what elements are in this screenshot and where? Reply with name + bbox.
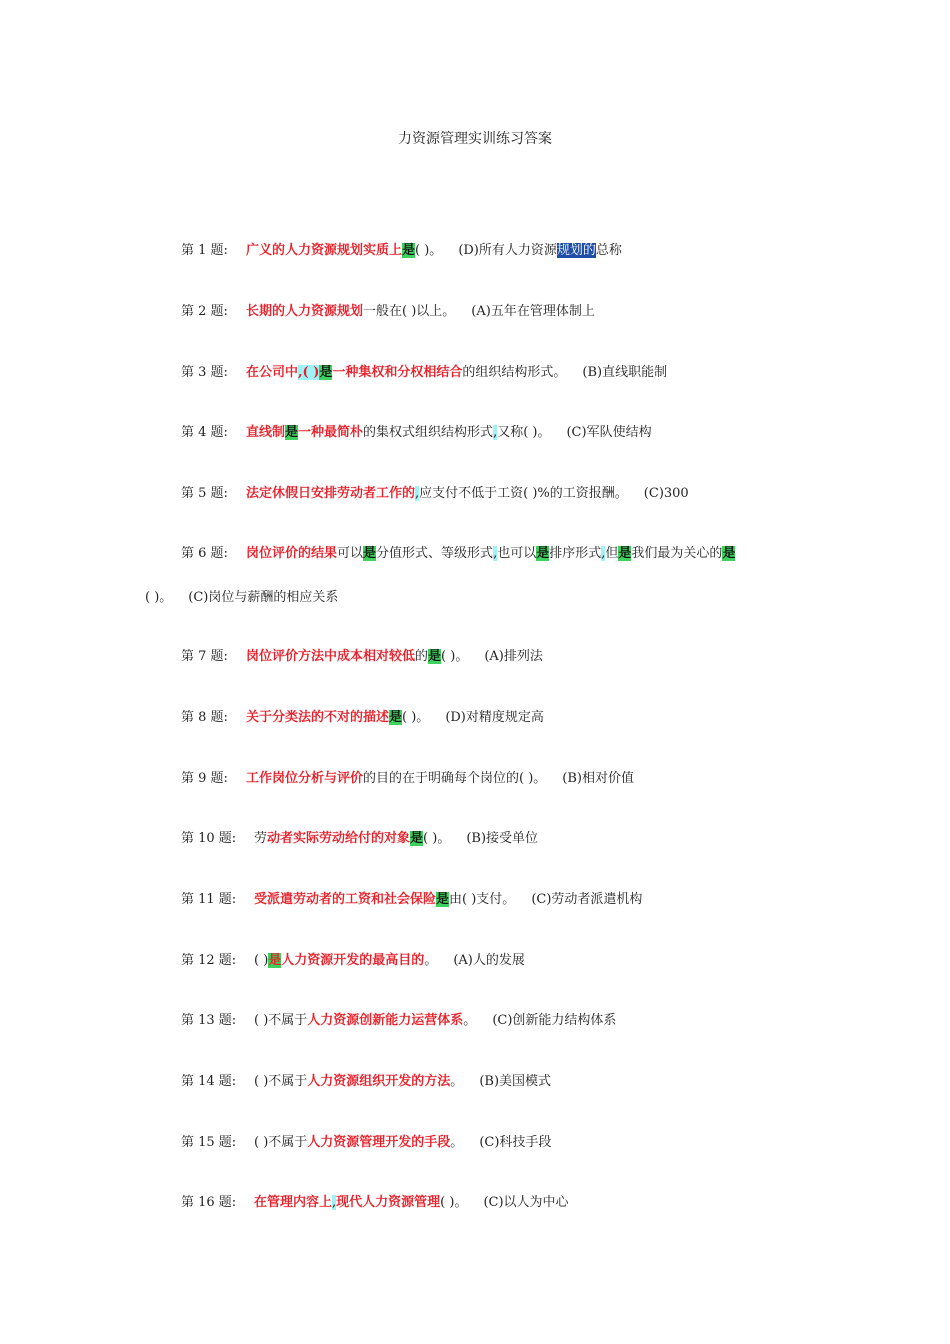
text-selection: 规划的 [556,243,596,258]
question-number: 第 8 题: [181,710,228,725]
answer: (C)创新能力结构体系 [492,1013,617,1028]
question-3: 第 3 题: 在公司中,( )是一种集权和分权相结合的组织结构形式。 (B)直线职能制 [181,365,668,380]
question-number: 第 2 题: [181,304,228,319]
answer: (A)五年在管理体制上 [471,304,595,319]
question-number: 第 1 题: [181,243,228,258]
question-number: 第 14 题: [181,1074,237,1089]
question-number: 第 6 题: [181,546,228,561]
question-2: 第 2 题: 长期的人力资源规划一般在( )以上。 (A)五年在管理体制上 [181,304,595,319]
question-number: 第 4 题: [181,425,228,440]
answer: (B)美国模式 [479,1074,552,1089]
answer: (B)接受单位 [466,831,539,846]
question-4: 第 4 题: 直线制是一种最简朴的集权式组织结构形式,又称( )。 (C)军队使结构 [181,425,652,440]
question-14: 第 14 题: ( )不属于人力资源组织开发的方法。 (B)美国模式 [181,1074,552,1089]
question-11: 第 11 题: 受派遣劳动者的工资和社会保险是由( )支付。 (C)劳动者派遣机构 [181,892,643,907]
answer: (D)对精度规定高 [445,710,544,725]
question-16: 第 16 题: 在管理内容上,现代人力资源管理( )。 (C)以人为中心 [181,1195,569,1210]
question-7: 第 7 题: 岗位评价方法中成本相对较低的是( )。 (A)排列法 [181,649,543,664]
answer: (A)人的发展 [453,953,525,968]
question-9: 第 9 题: 工作岗位分析与评价的目的在于明确每个岗位的( )。 (B)相对价值 [181,771,634,786]
question-5: 第 5 题: 法定休假日安排劳动者工作的,应支付不低于工资( )%的工资报酬。 (C)300 [181,486,689,501]
question-1: 第 1 题: 广义的人力资源规划实质上是( )。 (D)所有人力资源规划的总称 [181,243,622,258]
question-13: 第 13 题: ( )不属于人力资源创新能力运营体系。 (C)创新能力结构体系 [181,1013,617,1028]
question-15: 第 15 题: ( )不属于人力资源管理开发的手段。 (C)科技手段 [181,1135,552,1150]
question-12: 第 12 题: ( )是人力资源开发的最高目的。 (A)人的发展 [181,953,525,968]
answer: (C)军队使结构 [566,425,652,440]
question-8: 第 8 题: 关于分类法的不对的描述是( )。 (D)对精度规定高 [181,710,544,725]
question-number: 第 11 题: [181,892,237,907]
question-number: 第 16 题: [181,1195,237,1210]
answer: (D)所有人力资源 [458,243,557,258]
question-number: 第 7 题: [181,649,228,664]
question-number: 第 12 题: [181,953,237,968]
answer: (C)劳动者派遣机构 [531,892,643,907]
question-number: 第 13 题: [181,1013,237,1028]
question-number: 第 10 题: [181,831,237,846]
answer: (C)科技手段 [479,1135,552,1150]
question-10: 第 10 题: 劳动者实际劳动给付的对象是( )。 (B)接受单位 [181,831,539,846]
question-6: 第 6 题: 岗位评价的结果可以是分值形式、等级形式,也可以是排序形式,但是我们最为关心的是 [181,546,736,561]
answer: (C)以人为中心 [483,1195,569,1210]
answer: (A)排列法 [484,649,543,664]
answer: (C)300 [643,486,689,501]
question-number: 第 3 题: [181,365,228,380]
question-6-continued: ( )。 (C)岗位与薪酬的相应关系 [145,590,339,605]
answer: (B)直线职能制 [582,365,668,380]
document-title: 力资源管理实训练习答案 [398,131,552,147]
question-number: 第 15 题: [181,1135,237,1150]
question-number: 第 5 题: [181,486,228,501]
answer: (B)相对价值 [562,771,634,786]
answer: (C)岗位与薪酬的相应关系 [188,590,339,605]
question-number: 第 9 题: [181,771,228,786]
